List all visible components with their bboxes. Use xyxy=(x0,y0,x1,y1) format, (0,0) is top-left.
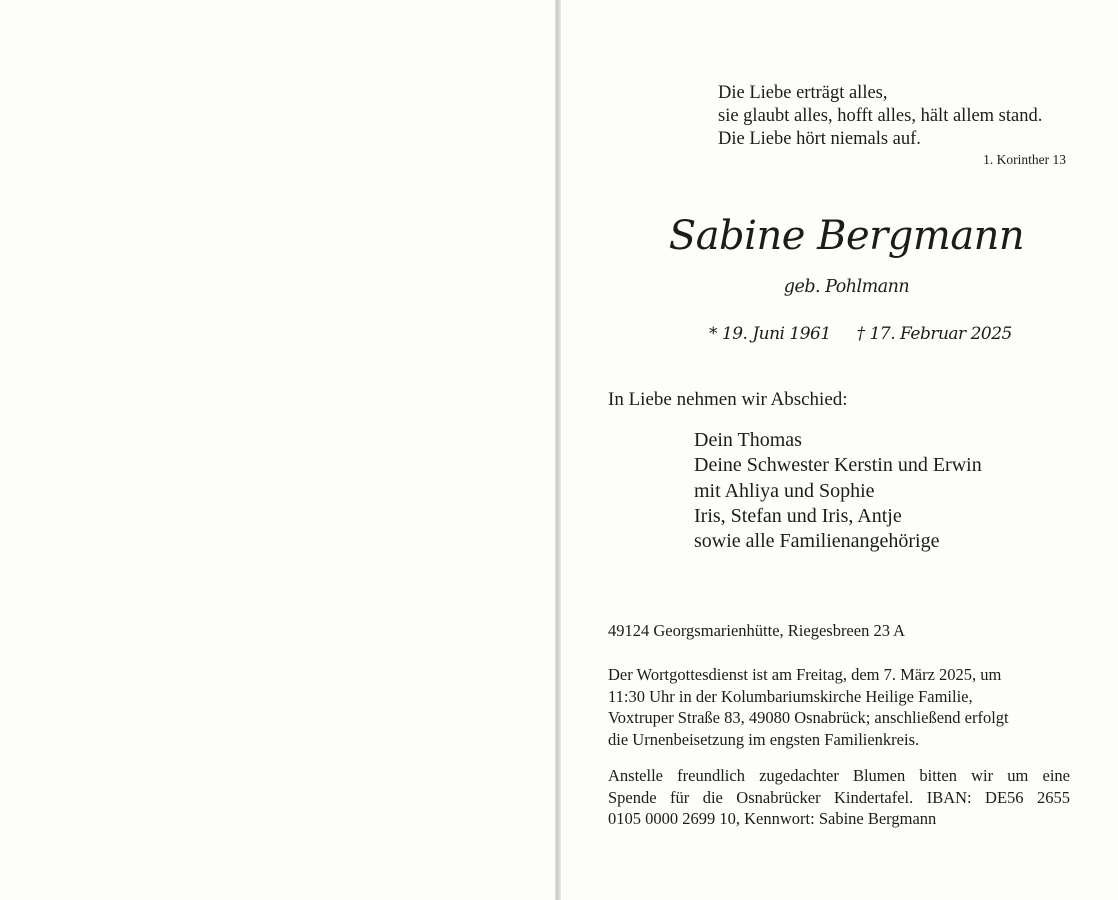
verse-reference: 1. Korinther 13 xyxy=(983,152,1066,167)
donation-info xyxy=(608,765,1070,830)
mourners-list xyxy=(694,428,982,554)
deceased-name: Sabine Bergmann xyxy=(668,213,1025,259)
family-address: 49124 Georgsmarienhütte, Riegesbreen 23 A xyxy=(608,621,906,640)
left-blank-page xyxy=(0,0,555,900)
service-info xyxy=(608,664,1072,751)
mourner-line: mit Ahliya und Sophie xyxy=(694,479,875,502)
donation-line: Spende für die Osnabrücker Kindertafel. IBAN: DE56 2655 xyxy=(608,787,1070,807)
birth-date: * 19. Juni 1961 xyxy=(709,324,831,344)
farewell-intro: In Liebe nehmen wir Abschied: xyxy=(608,389,848,410)
bible-verse xyxy=(718,82,1042,151)
service-line: die Urnenbeisetzung im engsten Familienkreis. xyxy=(608,730,920,750)
death-date: † 17. Februar 2025 xyxy=(856,324,1012,344)
donation-line: 0105 0000 2699 10, Kennwort: Sabine Bergmann xyxy=(608,809,937,829)
verse-line: Die Liebe hört niemals auf. xyxy=(718,129,921,149)
service-line: Voxtruper Straße 83, 49080 Osnabrück; anschließend erfolgt xyxy=(608,708,1009,728)
verse-line: sie glaubt alles, hofft alles, hält allem stand. xyxy=(718,106,1043,126)
mourner-line: sowie alle Familienangehörige xyxy=(694,530,940,553)
mourner-line: Dein Thomas xyxy=(694,429,802,451)
service-line: 11:30 Uhr in der Kolumbariumskirche Heilige Familie, xyxy=(608,686,973,706)
mourner-line: Iris, Stefan und Iris, Antje xyxy=(694,504,902,527)
donation-line: Anstelle freundlich zugedachter Blumen bitten wir um eine xyxy=(608,766,1070,785)
service-line: Der Wortgottesdienst ist am Freitag, dem 7. März 2025, um xyxy=(608,665,1002,684)
verse-line: Die Liebe erträgt alles, xyxy=(718,83,888,103)
life-dates xyxy=(709,322,1012,346)
maiden-name: geb. Pohlmann xyxy=(783,277,910,297)
mourner-line: Deine Schwester Kerstin und Erwin xyxy=(694,454,982,477)
